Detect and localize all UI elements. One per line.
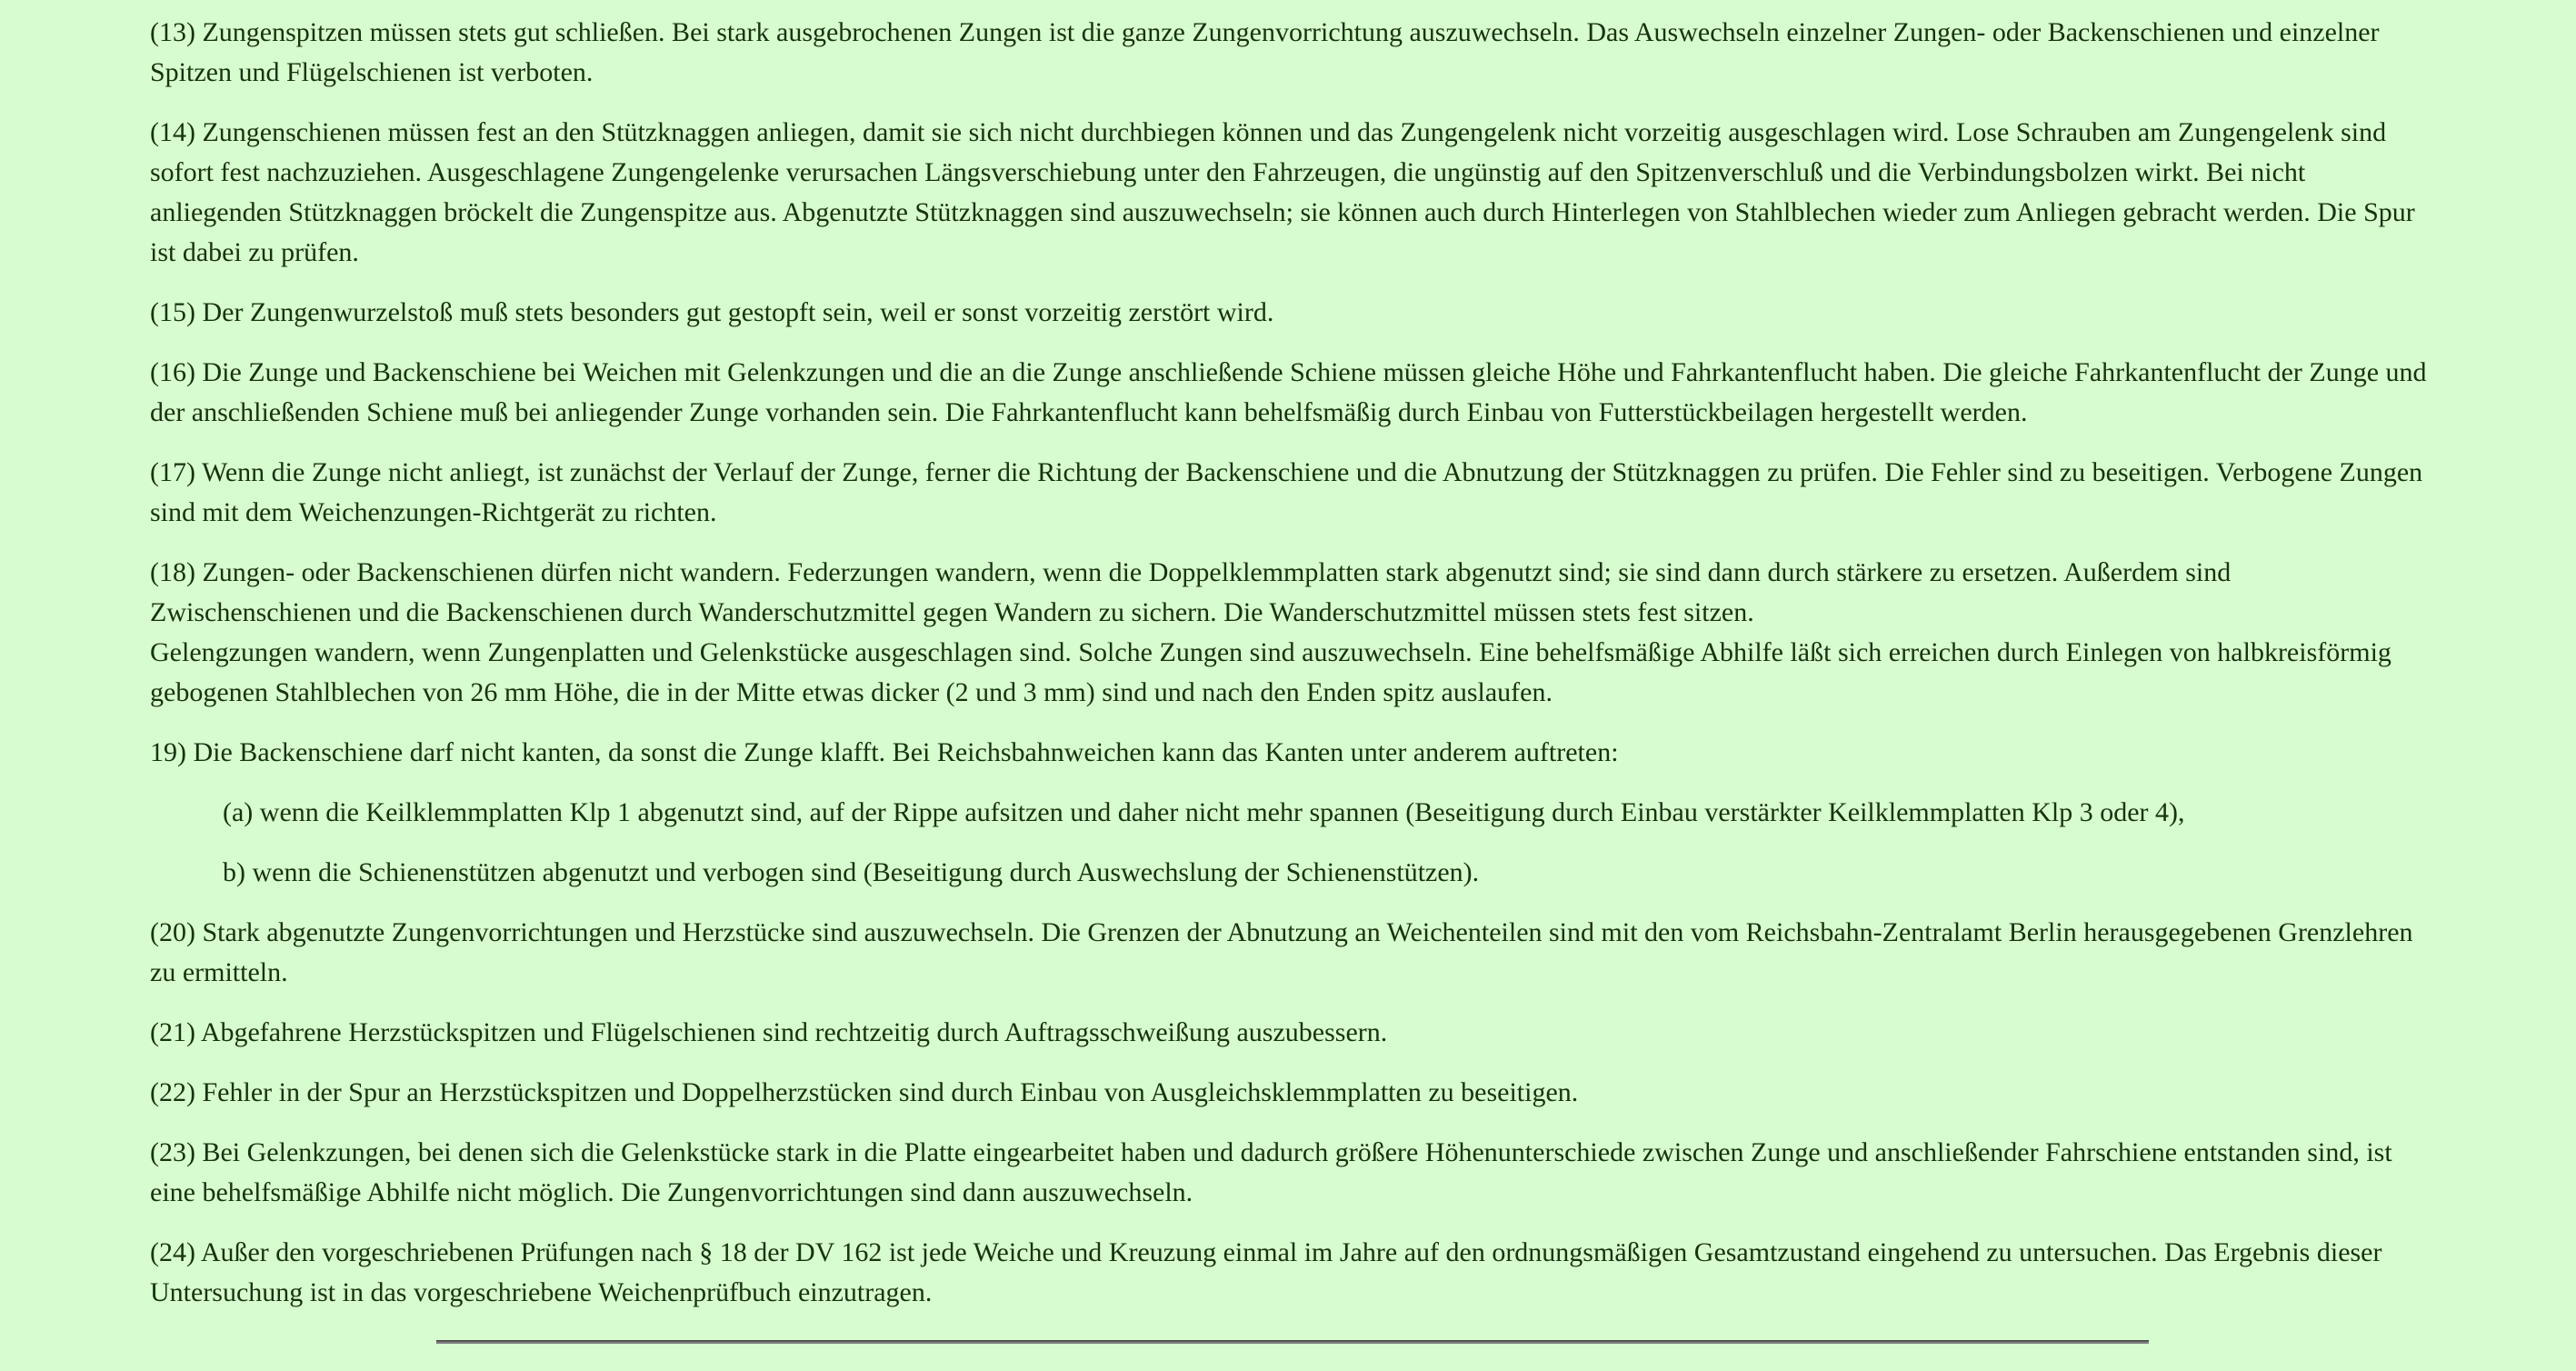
paragraph-23: (23) Bei Gelenkzungen, bei denen sich die Gelenkstücke stark in die Platte eingearbeitet haben und dadurch größere Höhenunterschiede zwischen Zunge und anschließender Fahrschiene entstanden sind, ist eine behelfsmäßige Abhilfe nicht möglich. Die Zungenvorrichtungen sind dann auszuwechseln. bbox=[150, 1137, 2392, 1207]
paragraph-20: (20) Stark abgenutzte Zungenvorrichtungen und Herzstücke sind auszuwechseln. Die Grenzen der Abnutzung an Weichenteilen sind mit den vom Reichsbahn-Zentralamt Berlin herausgegebenen Grenzlehren zu ermitteln. bbox=[150, 917, 2413, 987]
paragraph-22: (22) Fehler in der Spur an Herzstückspitzen und Doppelherzstücken sind durch Einbau von Ausgleichsklemmplatten zu beseitigen. bbox=[150, 1077, 1579, 1107]
paragraph-19: 19) Die Backenschiene darf nicht kanten, da sonst die Zunge klafft. Bei Reichsbahnweichen kann das Kanten unter anderem auftreten: bbox=[150, 737, 1619, 767]
list-item-a: (a) wenn die Keilklemmplatten Klp 1 abgenutzt sind, auf der Rippe aufsitzen und daher nicht mehr spannen (Beseitigung durch Einbau verstärkter Keilklemmplatten Klp 3 oder 4), bbox=[223, 797, 2185, 827]
paragraph-18-part-2: Gelengzungen wandern, wenn Zungenplatten und Gelenkstücke ausgeschlagen sind. Solche Zungen sind auszuwechseln. Eine behelfsmäßige Abhilfe läßt sich erreichen durch Einlegen von halbkreisförmig gebogenen Stahlblechen von 26 mm Höhe, die in der Mitte etwas dicker (2 und 3 mm) sind und nach den Enden spitz auslaufen. bbox=[150, 637, 2391, 707]
paragraph-15: (15) Der Zungenwurzelstoß muß stets besonders gut gestopft sein, weil er sonst vorzeitig zerstört wird. bbox=[150, 297, 1274, 327]
paragraph-14: (14) Zungenschienen müssen fest an den Stützknaggen anliegen, damit sie sich nicht durchbiegen können und das Zungengelenk nicht vorzeitig ausgeschlagen wird. Lose Schrauben am Zungengelenk sind sofort fest nachzuziehen. Ausgeschlagene Zungengelenke verursachen Längsverschiebung unter den Fahrzeugen, die ungünstig auf den Spitzenverschluß und die Verbindungsbolzen wirkt. Bei nicht anliegenden Stützknaggen bröckelt die Zungenspitze aus. Abgenutzte Stützknaggen sind auszuwechseln; sie können auch durch Hinterlegen von Stahlblechen wieder zum Anliegen gebracht werden. Die Spur ist dabei zu prüfen. bbox=[150, 117, 2415, 267]
divider-rule bbox=[436, 1340, 2149, 1344]
paragraph-13: (13) Zungenspitzen müssen stets gut schließen. Bei stark ausgebrochenen Zungen ist die ganze Zungenvorrichtung auszuwechseln. Das Auswechseln einzelner Zungen- oder Backenschienen und einzelner Spitzen und Flügelschienen ist verboten. bbox=[150, 17, 2380, 87]
paragraph-18-part-1: (18) Zungen- oder Backenschienen dürfen nicht wandern. Federzungen wandern, wenn die Doppelklemmplatten stark abgenutzt sind; sie sind dann durch stärkere zu ersetzen. Außerdem sind Zwischenschienen und die Backenschienen durch Wanderschutzmittel gegen Wandern zu sichern. Die Wanderschutzmittel müssen stets fest sitzen. bbox=[150, 557, 2232, 627]
paragraph-16: (16) Die Zunge und Backenschiene bei Weichen mit Gelenkzungen und die an die Zunge anschließende Schiene müssen gleiche Höhe und Fahrkantenflucht haben. Die gleiche Fahrkantenflucht der Zunge und der anschließenden Schiene muß bei anliegender Zunge vorhanden sein. Die Fahrkantenflucht kann behelfsmäßig durch Einbau von Futterstückbeilagen hergestellt werden. bbox=[150, 357, 2427, 427]
list-item-b: b) wenn die Schienenstützen abgenutzt und verbogen sind (Beseitigung durch Auswechslung der Schienenstützen). bbox=[223, 857, 1480, 887]
paragraph-24: (24) Außer den vorgeschriebenen Prüfungen nach § 18 der DV 162 ist jede Weiche und Kreuzung einmal im Jahre auf den ordnungsmäßigen Gesamtzustand eingehend zu untersuchen. Das Ergebnis dieser Untersuchung ist in das vorgeschriebene Weichenprüfbuch einzutragen. bbox=[150, 1237, 2382, 1307]
paragraph-21: (21) Abgefahrene Herzstückspitzen und Flügelschienen sind rechtzeitig durch Auftragsschweißung auszubessern. bbox=[150, 1017, 1388, 1047]
paragraph-17: (17) Wenn die Zunge nicht anliegt, ist zunächst der Verlauf der Zunge, ferner die Richtung der Backenschiene und die Abnutzung der Stützknaggen zu prüfen. Die Fehler sind zu beseitigen. Verbogene Zungen sind mit dem Weichenzungen-Richtgerät zu richten. bbox=[150, 457, 2423, 527]
paragraph-18 bbox=[150, 553, 2435, 713]
